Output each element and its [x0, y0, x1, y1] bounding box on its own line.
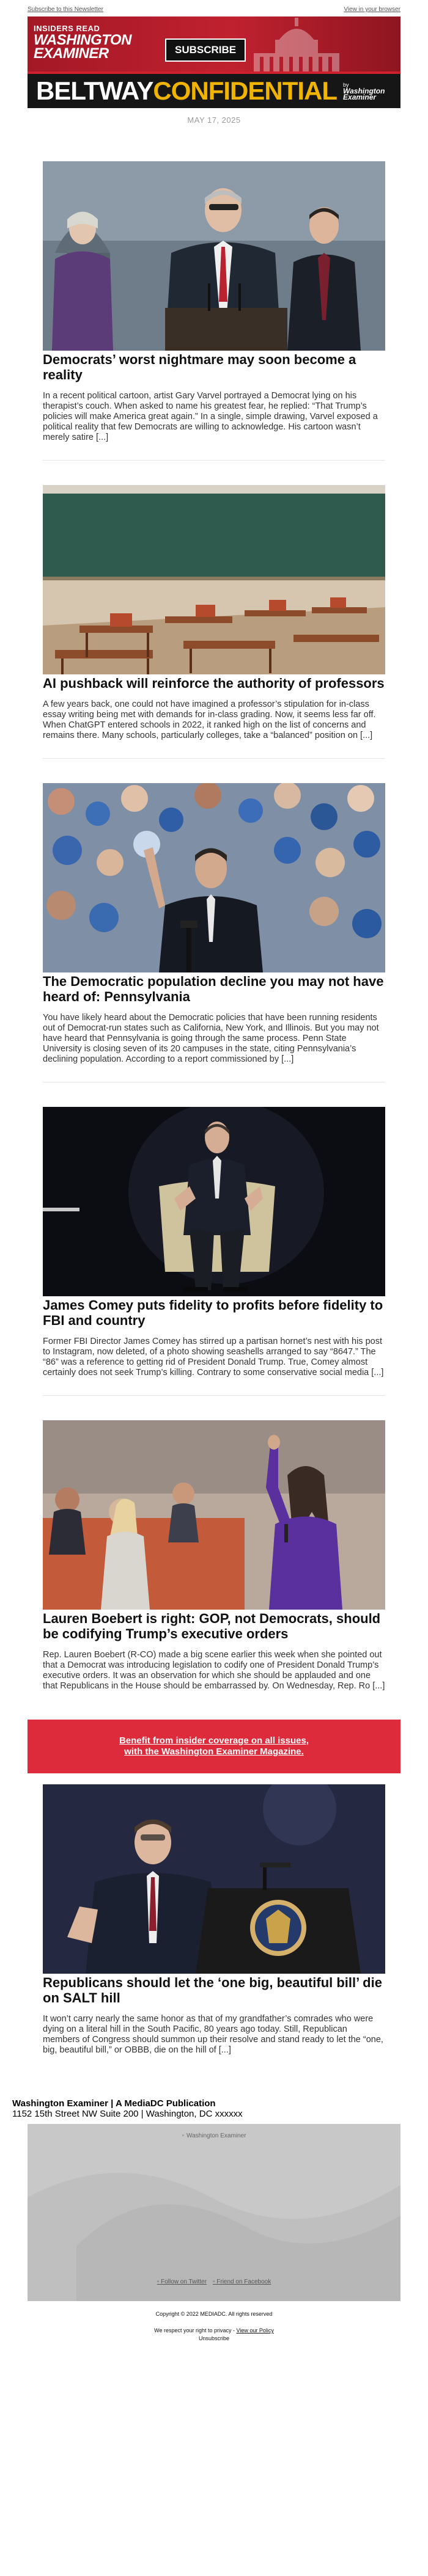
article-title[interactable]: The Democratic population decline you may not have heard of: Pennsylvania — [43, 974, 384, 1004]
washington-examiner-logo: WASHINGTON EXAMINER — [34, 32, 131, 62]
article-title[interactable]: Republicans should let the ‘one big, beautiful bill’ die on SALT hill — [43, 1975, 382, 2005]
divider — [43, 460, 385, 461]
footer-logo-image: ▫ Washington Examiner — [182, 2133, 246, 2139]
twitter-link[interactable]: ▫ Follow on Twitter — [157, 2279, 207, 2285]
header-title-bar — [28, 71, 400, 108]
article-summary: In a recent political cartoon, artist Gary Varvel portrayed a Democrat lying on his therapist’s couch. When asked to name his greatest fear, he replied: “That Trump’s policies will make America great again.” In a single, simple drawing, Varvel exposed a political reality that few Democrats are willing to acknowledge. His cartoon wasn’t merely satire [...] — [43, 391, 378, 442]
broken-image-icon: ▫ — [182, 2133, 185, 2139]
footer-address: 1152 15th Street NW Suite 200 | Washington, DC xxxxxx — [12, 2109, 243, 2119]
header-banner[interactable] — [28, 16, 400, 108]
subscribe-button[interactable]: SUBSCRIBE — [165, 38, 246, 62]
privacy-policy-link[interactable]: View our Policy — [236, 2327, 274, 2333]
article-summary: Former FBI Director James Comey has stirred up a partisan hornet’s nest with his post to Instagram, now deleted, of a photo showing seashells arranged to say “8647.” The “86” was a reference to getting rid of President Donald Trump. True, Comey almost certainly does not seek Trump’s killing. Contrary to some conservative social media [...] — [43, 1337, 384, 1377]
footer-publication: Washington Examiner | A MediaDC Publication — [12, 2098, 216, 2109]
article-card — [43, 1420, 385, 1691]
article-card — [43, 1784, 385, 2056]
article-title[interactable]: Lauren Boebert is right: GOP, not Democrats, should be codifying Trump’s executive orders — [43, 1611, 381, 1641]
article-card — [43, 485, 385, 741]
article-image-johnson-podium[interactable] — [43, 1784, 385, 1974]
article-title[interactable]: Democrats’ worst nightmare may soon become a reality — [43, 352, 356, 382]
social-links — [28, 2279, 400, 2285]
article-title[interactable]: James Comey puts fidelity to profits before fidelity to FBI and country — [43, 1297, 383, 1328]
article-summary: A few years back, one could not have imagined a professor’s stipulation for in-class essay writing being met with demands for in-class grading. Now, it seems less far off. When ChatGPT entered schools in 2022, it ranked high on the list of concerns and remains there. Many schools, particularly colleges, take a “balanced” position on [...] — [43, 699, 376, 740]
article-image-shapiro-rally[interactable] — [43, 783, 385, 972]
magazine-cta-banner — [28, 1720, 400, 1773]
divider — [43, 758, 385, 759]
magazine-cta-link[interactable]: Benefit from insider coverage on all issues, with the Washington Examiner Magazine. — [119, 1735, 309, 1757]
header-top — [28, 16, 400, 71]
privacy-notice: We respect your right to privacy - View our Policy Unsubscribe — [154, 2327, 274, 2341]
by-washington-examiner: by Washington Examiner — [343, 82, 385, 101]
facebook-link[interactable]: ▫ Friend on Facebook — [212, 2279, 271, 2285]
article-card — [43, 161, 385, 443]
top-links — [28, 0, 400, 16]
unsubscribe-link[interactable]: Unsubscribe — [198, 2335, 230, 2341]
article-image-comey-stage[interactable] — [43, 1107, 385, 1296]
issue-date: MAY 17, 2025 — [187, 115, 241, 125]
title-confidential: CONFIDENTIAL — [153, 76, 338, 105]
article-title[interactable]: AI pushback will reinforce the authority of professors — [43, 676, 385, 691]
article-card — [43, 1107, 385, 1378]
title-beltway: BELTWAY — [36, 76, 153, 105]
article-image-schumer-press[interactable] — [43, 161, 385, 351]
article-card — [43, 783, 385, 1065]
insiders-read-label: INSIDERS READ — [34, 24, 100, 33]
article-image-classroom[interactable] — [43, 485, 385, 674]
copyright: Copyright © 2022 MEDIADC. All rights reserved — [155, 2311, 273, 2317]
subscribe-newsletter-link[interactable]: Subscribe to this Newsletter — [28, 6, 103, 13]
article-summary: You have likely heard about the Democratic policies that have been running residents out of Democrat-run states such as California, New York, and Illinois. But you may not have heard that Pennsylvania is going through the same process. Penn State University is closing seven of its 20 campuses in the state, citing Pennsylvania’s declining population. According to a report commissioned by [...] — [43, 1013, 379, 1064]
divider — [43, 1395, 385, 1396]
footer-banner — [28, 2124, 400, 2301]
article-image-boebert-speaking[interactable] — [43, 1420, 385, 1610]
article-summary: It won’t carry nearly the same honor as that of my grandfather’s comrades who were dying on a literal hill in the South Pacific, 80 years ago today. Still, Republican members of Congress should summon up their resolve and stand ready to let the “one, big, beautiful bill,” or OBBB, die on the hill of [...] — [43, 2014, 383, 2055]
view-in-browser-link[interactable]: View in your browser — [344, 6, 400, 13]
article-summary: Rep. Lauren Boebert (R-CO) made a big scene earlier this week when she pointed out that a Democrat was introducing legislation to codify one of President Donald Trump’s executive orders. It was an observation for which she should be applauded and one that Republicans in the House should be embarrassed by. On Wednesday, Rep. Ro [...] — [43, 1650, 385, 1691]
footer — [12, 2098, 416, 2119]
